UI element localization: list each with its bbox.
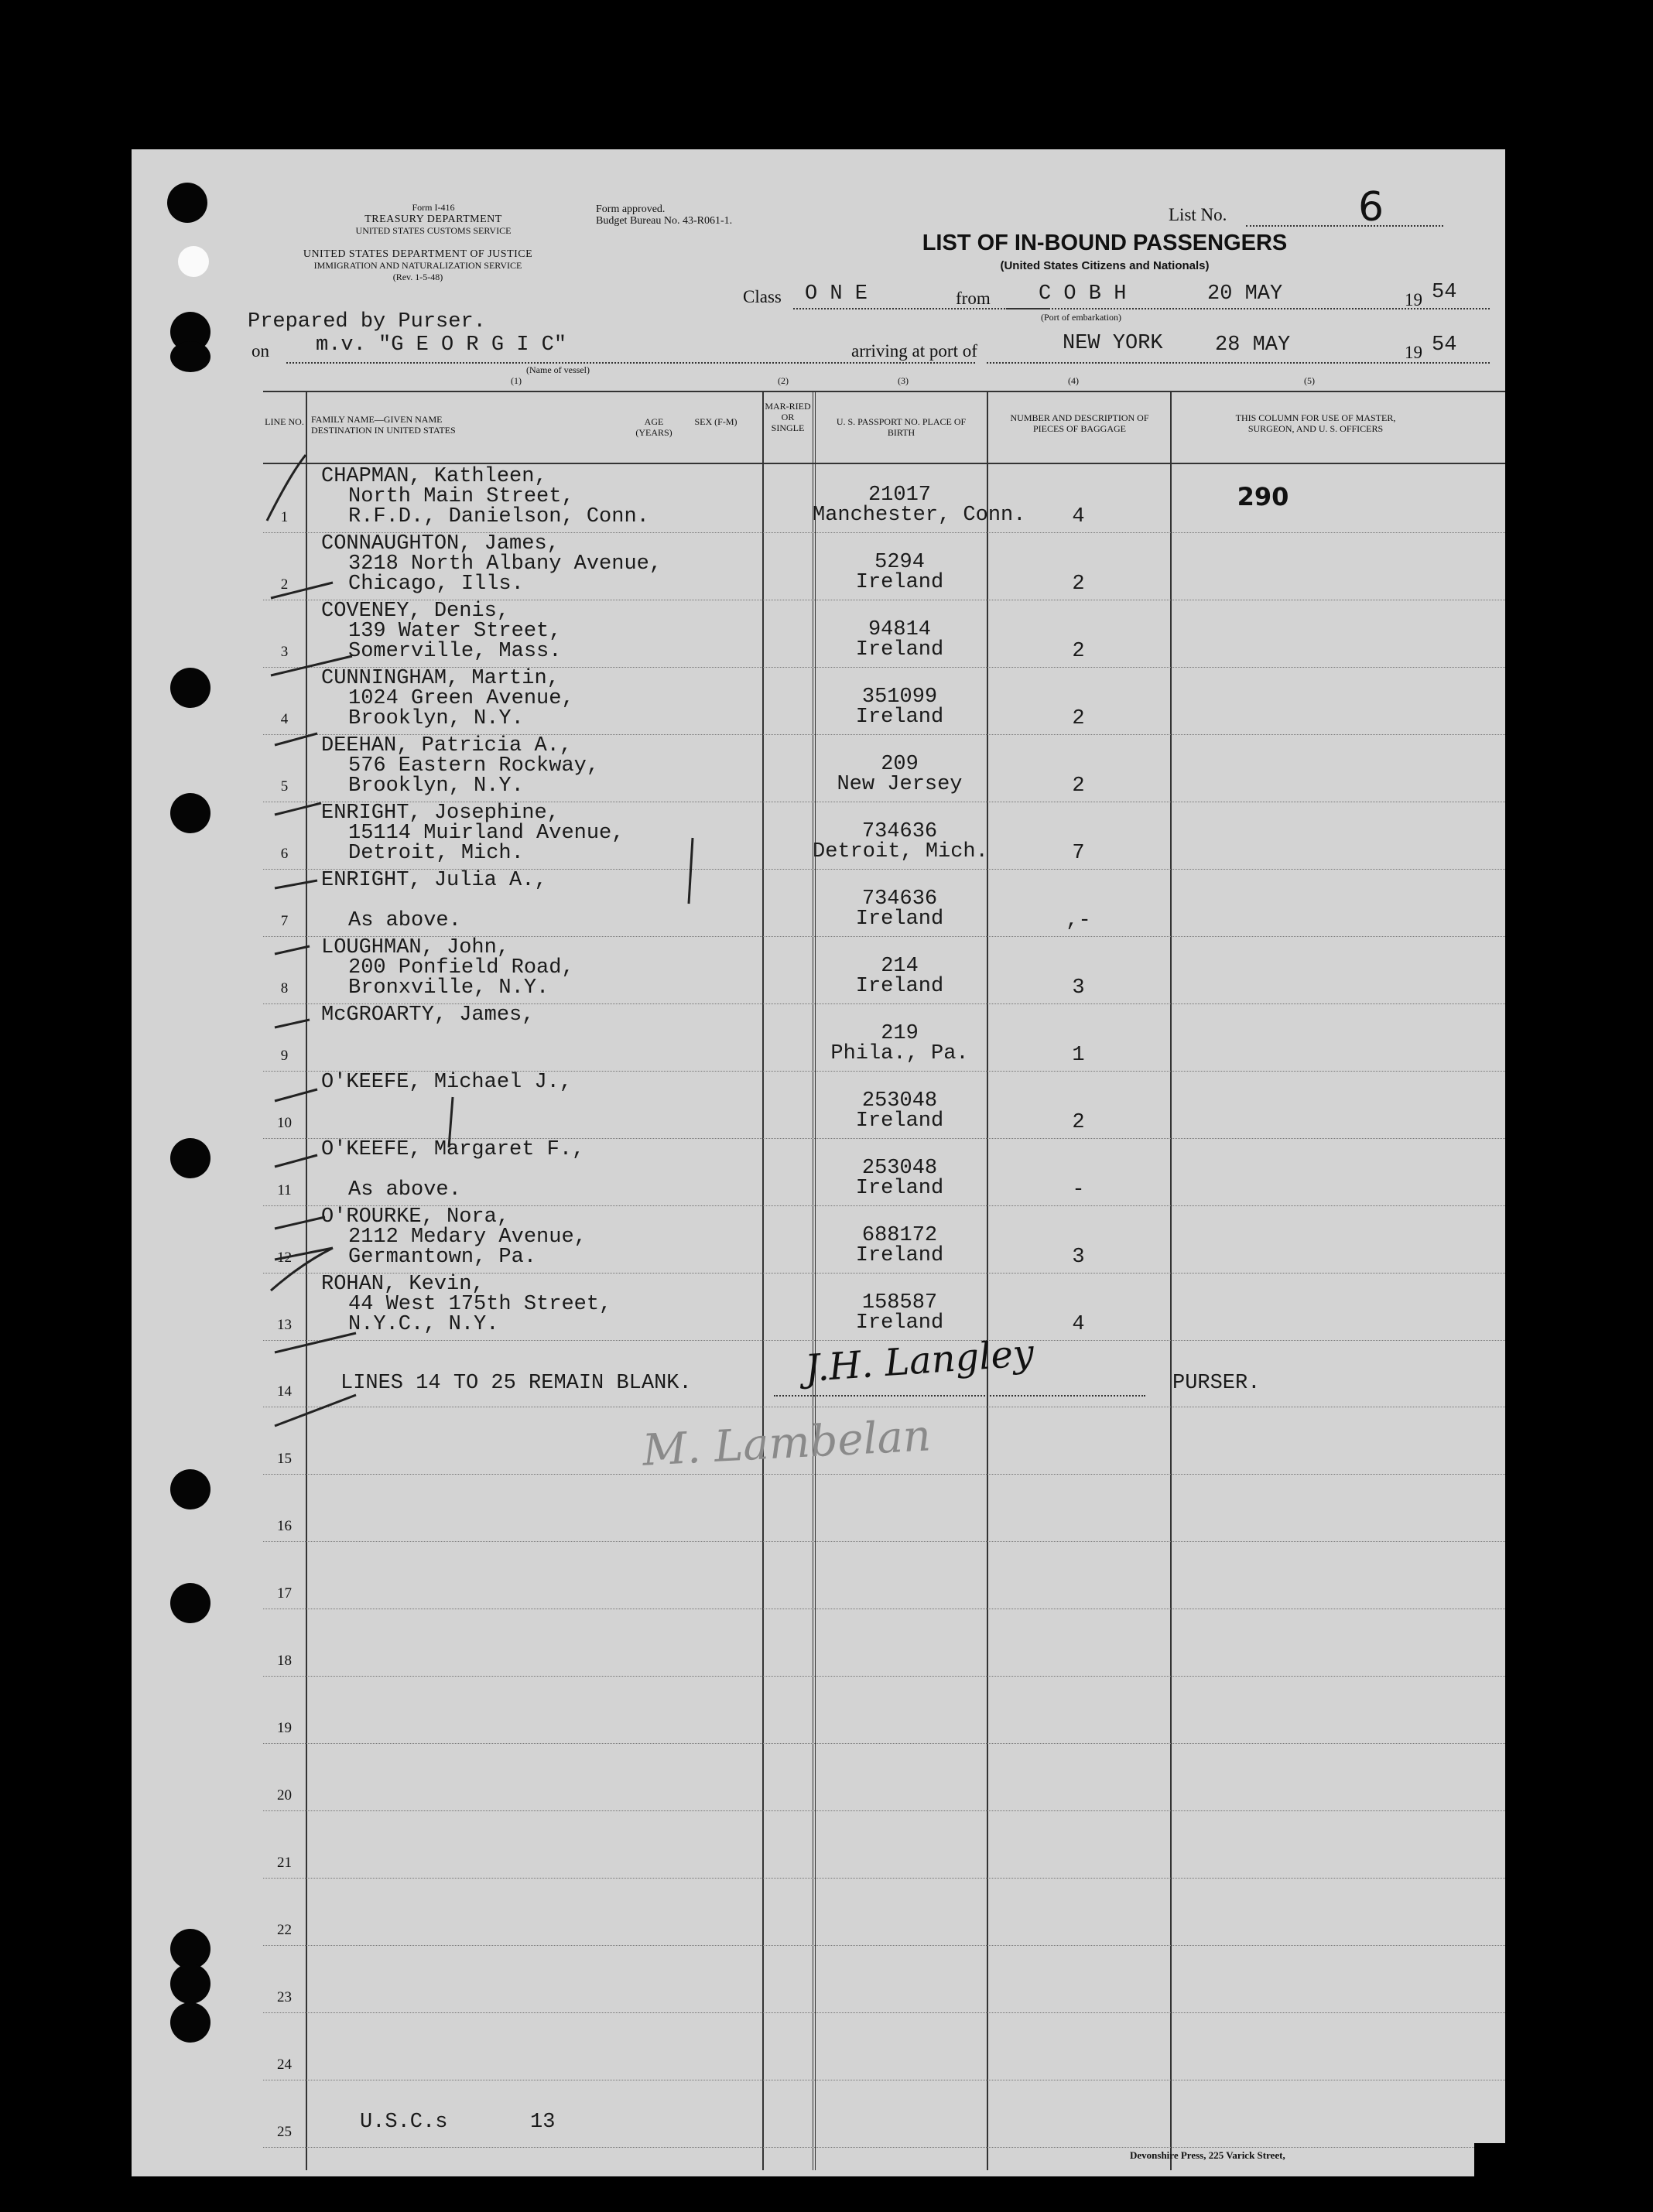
line-number: 1: [280, 509, 289, 525]
col-number-4: (4): [1068, 375, 1079, 386]
line-number: 18: [277, 1653, 292, 1669]
line-number: 17: [277, 1585, 292, 1602]
passport-number: 5294: [874, 551, 925, 574]
passenger-name: CUNNINGHAM, Martin,: [321, 667, 560, 690]
col-header-destination: DESTINATION IN UNITED STATES: [311, 425, 456, 436]
place-of-birth: Manchester, Conn.: [813, 504, 1026, 527]
passenger-name: O'KEEFE, Michael J.,: [321, 1071, 573, 1094]
line-number: 3: [280, 644, 289, 660]
check-mark: [271, 656, 352, 675]
baggage-count: 2: [1072, 573, 1085, 596]
line-number: 4: [280, 711, 289, 727]
list-no-handwritten: 6: [1358, 184, 1384, 231]
col-header-officers: THIS COLUMN FOR USE OF MASTER, SURGEON, AND U. S. OFFICERS: [1235, 412, 1396, 434]
place-of-birth: New Jersey: [837, 773, 963, 796]
passenger-address-1: 3218 North Albany Avenue,: [348, 552, 662, 576]
check-mark: [275, 1089, 317, 1101]
purser-signature-line: [774, 1395, 1145, 1397]
passenger-address-2: R.F.D., Danielson, Conn.: [348, 505, 649, 528]
line-number: 21: [277, 1855, 292, 1871]
baggage-count: 7: [1072, 842, 1085, 865]
from-label: from: [956, 289, 991, 308]
passenger-name: CONNAUGHTON, James,: [321, 532, 560, 556]
baggage-count: 2: [1072, 640, 1085, 663]
on-label: on: [252, 341, 269, 361]
passport-number: 734636: [861, 887, 938, 911]
passport-number: 94814: [868, 618, 931, 641]
line-number: 11: [277, 1182, 292, 1198]
col-header-married: MAR-RIED OR SINGLE: [765, 401, 811, 433]
line-number: 15: [277, 1451, 292, 1467]
prepared-by: Prepared by Purser.: [248, 310, 486, 333]
arrival-year-prefix: 19: [1405, 343, 1422, 362]
baggage-count: 3: [1072, 1246, 1085, 1269]
vessel-name: m.v. "G E O R G I C": [316, 333, 567, 357]
place-of-birth: Ireland: [855, 1311, 944, 1335]
line-number: 5: [280, 778, 289, 795]
passenger-address-2: As above.: [348, 1178, 461, 1202]
manifest-sheet: [132, 149, 1505, 2176]
line-number: 16: [277, 1518, 292, 1534]
printer-imprint: Devonshire Press, 225 Varick Street,: [1130, 2149, 1285, 2161]
passport-number: 253048: [861, 1089, 938, 1113]
line-number: 14: [277, 1383, 292, 1400]
baggage-count: 4: [1072, 1313, 1085, 1336]
passenger-name: ENRIGHT, Julia A.,: [321, 869, 547, 892]
passenger-address-1: 1024 Green Avenue,: [348, 687, 574, 710]
passenger-name: COVENEY, Denis,: [321, 600, 510, 623]
col-header-passport: U. S. PASSPORT NO. PLACE OF BIRTH: [836, 416, 967, 438]
passenger-name: LOUGHMAN, John,: [321, 936, 510, 959]
form-subtitle: (United States Citizens and Nationals): [1000, 259, 1210, 272]
place-of-birth: Ireland: [855, 638, 944, 662]
line-number: 13: [277, 1317, 292, 1333]
baggage-count: 1: [1072, 1044, 1085, 1067]
line-number: 2: [280, 576, 289, 593]
customs-service: UNITED STATES CUSTOMS SERVICE: [355, 225, 512, 236]
baggage-count: 3: [1072, 976, 1085, 1000]
passport-number: 219: [881, 1022, 919, 1045]
baggage-count: 2: [1072, 707, 1085, 730]
col-number-2: (2): [778, 375, 789, 386]
passport-number: 158587: [861, 1291, 938, 1315]
purser-label: PURSER.: [1172, 1372, 1261, 1395]
col-number-5: (5): [1304, 375, 1315, 386]
arrival-year: 54: [1432, 333, 1457, 357]
form-title: LIST OF IN-BOUND PASSENGERS: [922, 231, 1288, 255]
list-no-label: List No.: [1169, 205, 1227, 224]
vessel-caption: (Name of vessel): [526, 364, 590, 375]
passenger-address-2: Germantown, Pa.: [348, 1246, 537, 1269]
baggage-count: 2: [1072, 774, 1085, 798]
line-number: 10: [277, 1115, 292, 1131]
arrival-date: 28 MAY: [1215, 333, 1291, 357]
treasury-dept: TREASURY DEPARTMENT: [364, 214, 502, 225]
port-embarkation: C O B H: [1039, 282, 1127, 306]
line-number: 24: [277, 2056, 292, 2073]
place-of-birth: Ireland: [855, 571, 944, 594]
passenger-address-1: 44 West 175th Street,: [348, 1293, 612, 1316]
check-mark: [275, 880, 317, 888]
place-of-birth: Phila., Pa.: [830, 1042, 969, 1065]
passenger-name: O'KEEFE, Margaret F.,: [321, 1138, 585, 1161]
passenger-address-1: 2112 Medary Avenue,: [348, 1226, 587, 1249]
corner-shadow: [1474, 2143, 1505, 2178]
passport-number: 21017: [868, 484, 931, 507]
baggage-count: ,-: [1066, 909, 1091, 932]
passport-number: 253048: [861, 1157, 938, 1180]
baggage-count: -: [1072, 1178, 1085, 1202]
check-mark: [275, 1395, 356, 1426]
purser-signature: J.H. Langley: [803, 1331, 1035, 1391]
line-number: 6: [280, 846, 289, 862]
departure-date: 20 MAY: [1207, 282, 1283, 306]
col-number-1: (1): [511, 375, 522, 386]
passenger-address-2: Bronxville, N.Y.: [348, 976, 549, 1000]
officer-note: 290: [1237, 482, 1289, 511]
passport-number: 209: [881, 753, 919, 776]
line-number: 12: [277, 1250, 292, 1266]
line-number: 7: [280, 913, 289, 929]
passenger-name: DEEHAN, Patricia A.,: [321, 734, 573, 757]
form-number: Form I-416: [412, 202, 455, 213]
col-header-baggage: NUMBER AND DESCRIPTION OF PIECES OF BAGGAGE: [1010, 412, 1149, 434]
remain-blank-note: LINES 14 TO 25 REMAIN BLANK.: [341, 1372, 692, 1395]
passenger-address-1: 576 Eastern Rockway,: [348, 754, 600, 778]
passenger-address-2: Brooklyn, N.Y.: [348, 774, 524, 798]
departure-year: 54: [1432, 281, 1457, 304]
place-of-birth: Ireland: [855, 706, 944, 729]
officer-signature: M. Lambelan: [641, 1410, 933, 1476]
line-number: 23: [277, 1989, 292, 2005]
col-header-name-text: FAMILY NAME—GIVEN NAME: [311, 414, 443, 425]
budget-bureau: Budget Bureau No. 43-R061-1.: [596, 215, 733, 227]
passenger-address-1: North Main Street,: [348, 485, 574, 508]
pencil-marks: [132, 149, 1505, 2176]
passenger-address-2: Detroit, Mich.: [348, 842, 524, 865]
line-number: 9: [280, 1048, 289, 1064]
passenger-address-2: As above.: [348, 909, 461, 932]
passenger-name: CHAPMAN, Kathleen,: [321, 465, 547, 488]
check-mark: [275, 733, 317, 745]
line-number: 19: [277, 1720, 292, 1736]
col-header-sex: SEX (F-M): [694, 416, 738, 427]
check-mark: [275, 803, 321, 815]
check-mark: [275, 1217, 325, 1229]
check-mark: [275, 946, 310, 954]
baggage-count: 2: [1072, 1111, 1085, 1134]
port-embarkation-caption: (Port of embarkation): [1041, 312, 1121, 323]
place-of-birth: Detroit, Mich.: [813, 840, 988, 863]
line-number: 25: [277, 2124, 292, 2140]
form-revision: (Rev. 1-5-48): [392, 272, 443, 282]
passenger-address-1: 200 Ponfield Road,: [348, 956, 574, 980]
port-arrival: NEW YORK: [1063, 332, 1163, 355]
passenger-name: ENRIGHT, Josephine,: [321, 802, 560, 825]
departure-year-prefix: 19: [1405, 290, 1422, 309]
passenger-name: ROHAN, Kevin,: [321, 1273, 484, 1296]
col-header-age: AGE (YEARS): [635, 416, 672, 438]
class-value: O N E: [805, 282, 868, 306]
justice-dept: UNITED STATES DEPARTMENT OF JUSTICE: [303, 248, 533, 260]
passenger-name: O'ROURKE, Nora,: [321, 1205, 510, 1229]
uscs-label: U.S.C.s: [360, 2111, 448, 2134]
passport-number: 214: [881, 955, 919, 978]
place-of-birth: Ireland: [855, 1177, 944, 1200]
check-mark: [267, 455, 306, 521]
uscs-count: 13: [530, 2111, 556, 2134]
check-mark: [275, 1155, 317, 1167]
class-label: Class: [743, 287, 782, 306]
check-mark: [275, 1020, 310, 1027]
passenger-address-2: Somerville, Mass.: [348, 640, 562, 663]
passenger-address-2: N.Y.C., N.Y.: [348, 1313, 499, 1336]
place-of-birth: Ireland: [855, 1109, 944, 1133]
arriving-label: arriving at port of: [851, 341, 977, 361]
ins-service: IMMIGRATION AND NATURALIZATION SERVICE: [313, 260, 522, 271]
passport-number: 351099: [861, 685, 938, 709]
passenger-address-2: Brooklyn, N.Y.: [348, 707, 524, 730]
col-number-3: (3): [898, 375, 909, 386]
passport-number: 688172: [861, 1224, 938, 1247]
passport-number: 734636: [861, 820, 938, 843]
check-mark: [275, 1333, 356, 1352]
passenger-address-1: 139 Water Street,: [348, 620, 562, 643]
passenger-name: McGROARTY, James,: [321, 1003, 535, 1027]
place-of-birth: Ireland: [855, 975, 944, 998]
tick-mark: [689, 838, 693, 904]
line-number: 22: [277, 1922, 292, 1938]
form-approved: Form approved.: [596, 203, 666, 215]
place-of-birth: Ireland: [855, 908, 944, 931]
place-of-birth: Ireland: [855, 1244, 944, 1267]
line-number: 8: [280, 980, 289, 997]
baggage-count: 4: [1072, 505, 1085, 528]
passenger-address-1: 15114 Muirland Avenue,: [348, 822, 625, 845]
line-number: 20: [277, 1787, 292, 1803]
tick-mark: [449, 1097, 453, 1147]
check-mark: [271, 583, 333, 598]
col-header-line-no: LINE NO.: [265, 416, 304, 427]
passenger-address-2: Chicago, Ills.: [348, 573, 524, 596]
